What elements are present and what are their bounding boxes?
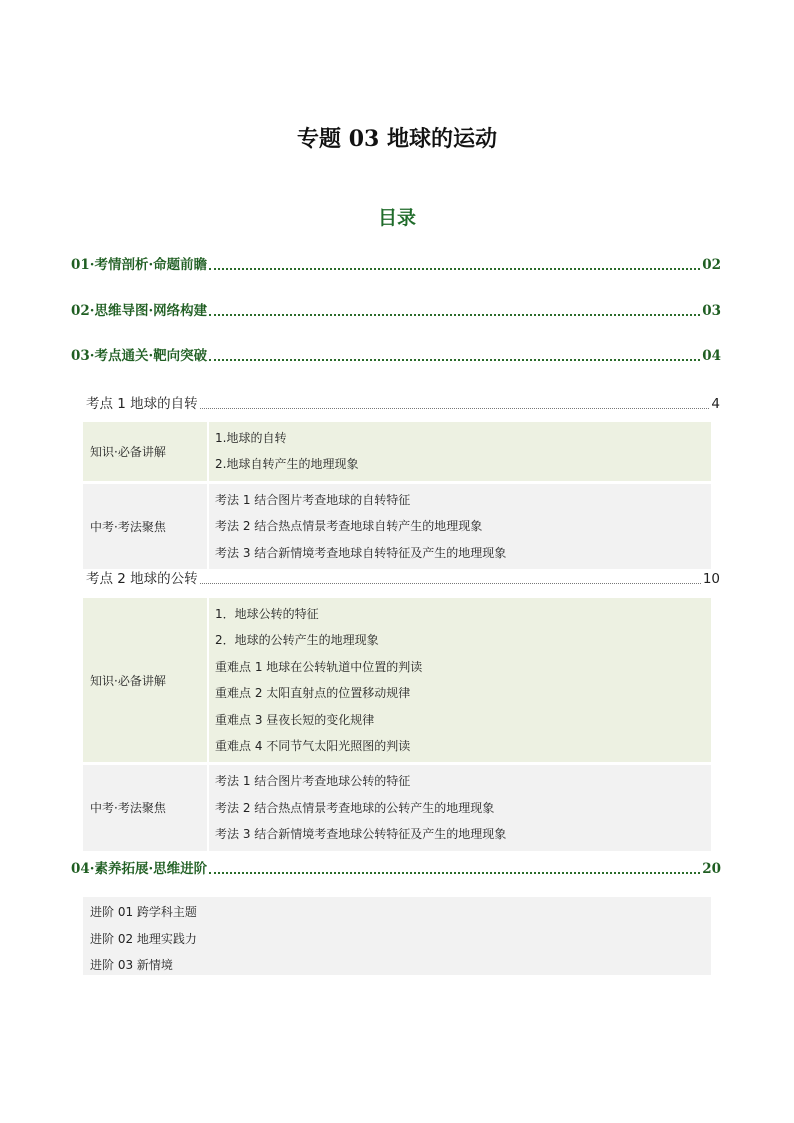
dot-leader bbox=[209, 359, 700, 361]
toc-entry-04[interactable] bbox=[71, 860, 721, 878]
toc-entry-03[interactable] bbox=[71, 347, 721, 365]
toc-entry-label: 01·考情剖析·命题前瞻 bbox=[71, 257, 208, 273]
toc-entry-page: 02 bbox=[702, 257, 721, 273]
list-item[interactable]: 考法 2 结合热点情景考查地球自转产生的地理现象 bbox=[215, 519, 483, 534]
row-category: 中考·考法聚焦 bbox=[83, 765, 209, 850]
toc-entry-kaodian-1[interactable] bbox=[86, 395, 720, 413]
toc-entry-page: 04 bbox=[702, 348, 721, 364]
row-category: 知识·必备讲解 bbox=[83, 598, 209, 762]
exam-row bbox=[83, 765, 711, 850]
list-item[interactable]: 重难点 1 地球在公转轨道中位置的判读 bbox=[215, 659, 423, 674]
list-item[interactable]: 考法 1 结合图片考查地球公转的特征 bbox=[215, 774, 411, 789]
toc-entry-label: 04·素养拓展·思维进阶 bbox=[71, 861, 208, 877]
row-category: 知识·必备讲解 bbox=[83, 422, 209, 481]
knowledge-row bbox=[83, 422, 711, 481]
row-items bbox=[209, 484, 711, 569]
toc-entry-page: 20 bbox=[702, 861, 721, 877]
toc-heading: 目录 bbox=[377, 207, 416, 229]
kaodian-1-table bbox=[83, 419, 711, 572]
list-item[interactable]: 进阶 03 新情境 bbox=[90, 958, 173, 972]
toc-entry-01[interactable] bbox=[71, 256, 721, 274]
dot-leader bbox=[209, 268, 700, 270]
toc-entry-page: 10 bbox=[702, 571, 720, 587]
list-item[interactable]: 考法 1 结合图片考查地球的自转特征 bbox=[215, 492, 411, 507]
exam-row bbox=[83, 484, 711, 569]
kaodian-2-table bbox=[83, 595, 711, 854]
list-item[interactable]: 1．地球公转的特征 bbox=[215, 607, 319, 621]
row-category: 中考·考法聚焦 bbox=[83, 484, 209, 569]
toc-entry-label: 02·思维导图·网络构建 bbox=[71, 303, 208, 319]
list-item[interactable]: 考法 2 结合热点情景考查地球的公转产生的地理现象 bbox=[215, 800, 495, 815]
list-item[interactable]: 进阶 01 跨学科主题 bbox=[90, 905, 197, 919]
advanced-box bbox=[83, 897, 711, 975]
list-item[interactable]: 1.地球的自转 bbox=[215, 431, 287, 445]
list-item[interactable]: 2．地球的公转产生的地理现象 bbox=[215, 633, 379, 648]
toc-entry-label: 03·考点通关·靶向突破 bbox=[71, 348, 208, 364]
row-items bbox=[209, 765, 711, 850]
toc-entry-label: 考点 1 地球的自转 bbox=[86, 396, 198, 412]
dot-leader bbox=[209, 872, 700, 874]
knowledge-row bbox=[83, 598, 711, 762]
row-items bbox=[209, 422, 711, 481]
list-item[interactable]: 进阶 02 地理实践力 bbox=[90, 931, 197, 946]
toc-entry-kaodian-2[interactable] bbox=[86, 570, 720, 588]
list-item[interactable]: 2.地球自转产生的地理现象 bbox=[215, 457, 359, 472]
dot-leader bbox=[200, 583, 701, 584]
row-items bbox=[209, 598, 711, 762]
toc-entry-page: 03 bbox=[702, 303, 721, 319]
toc-entry-label: 考点 2 地球的公转 bbox=[86, 571, 198, 587]
toc-entry-page: 4 bbox=[711, 396, 720, 412]
list-item[interactable]: 考法 3 结合新情境考查地球公转特征及产生的地理现象 bbox=[215, 827, 507, 842]
list-item[interactable]: 重难点 3 昼夜长短的变化规律 bbox=[215, 712, 375, 727]
list-item[interactable]: 考法 3 结合新情境考查地球自转特征及产生的地理现象 bbox=[215, 545, 507, 560]
list-item[interactable]: 重难点 4 不同节气太阳光照图的判读 bbox=[215, 738, 411, 753]
toc-entry-02[interactable] bbox=[71, 302, 721, 320]
document-title: 专题 03 地球的运动 bbox=[297, 126, 497, 152]
dot-leader bbox=[209, 314, 700, 316]
dot-leader bbox=[200, 408, 710, 409]
list-item[interactable]: 重难点 2 太阳直射点的位置移动规律 bbox=[215, 686, 411, 701]
